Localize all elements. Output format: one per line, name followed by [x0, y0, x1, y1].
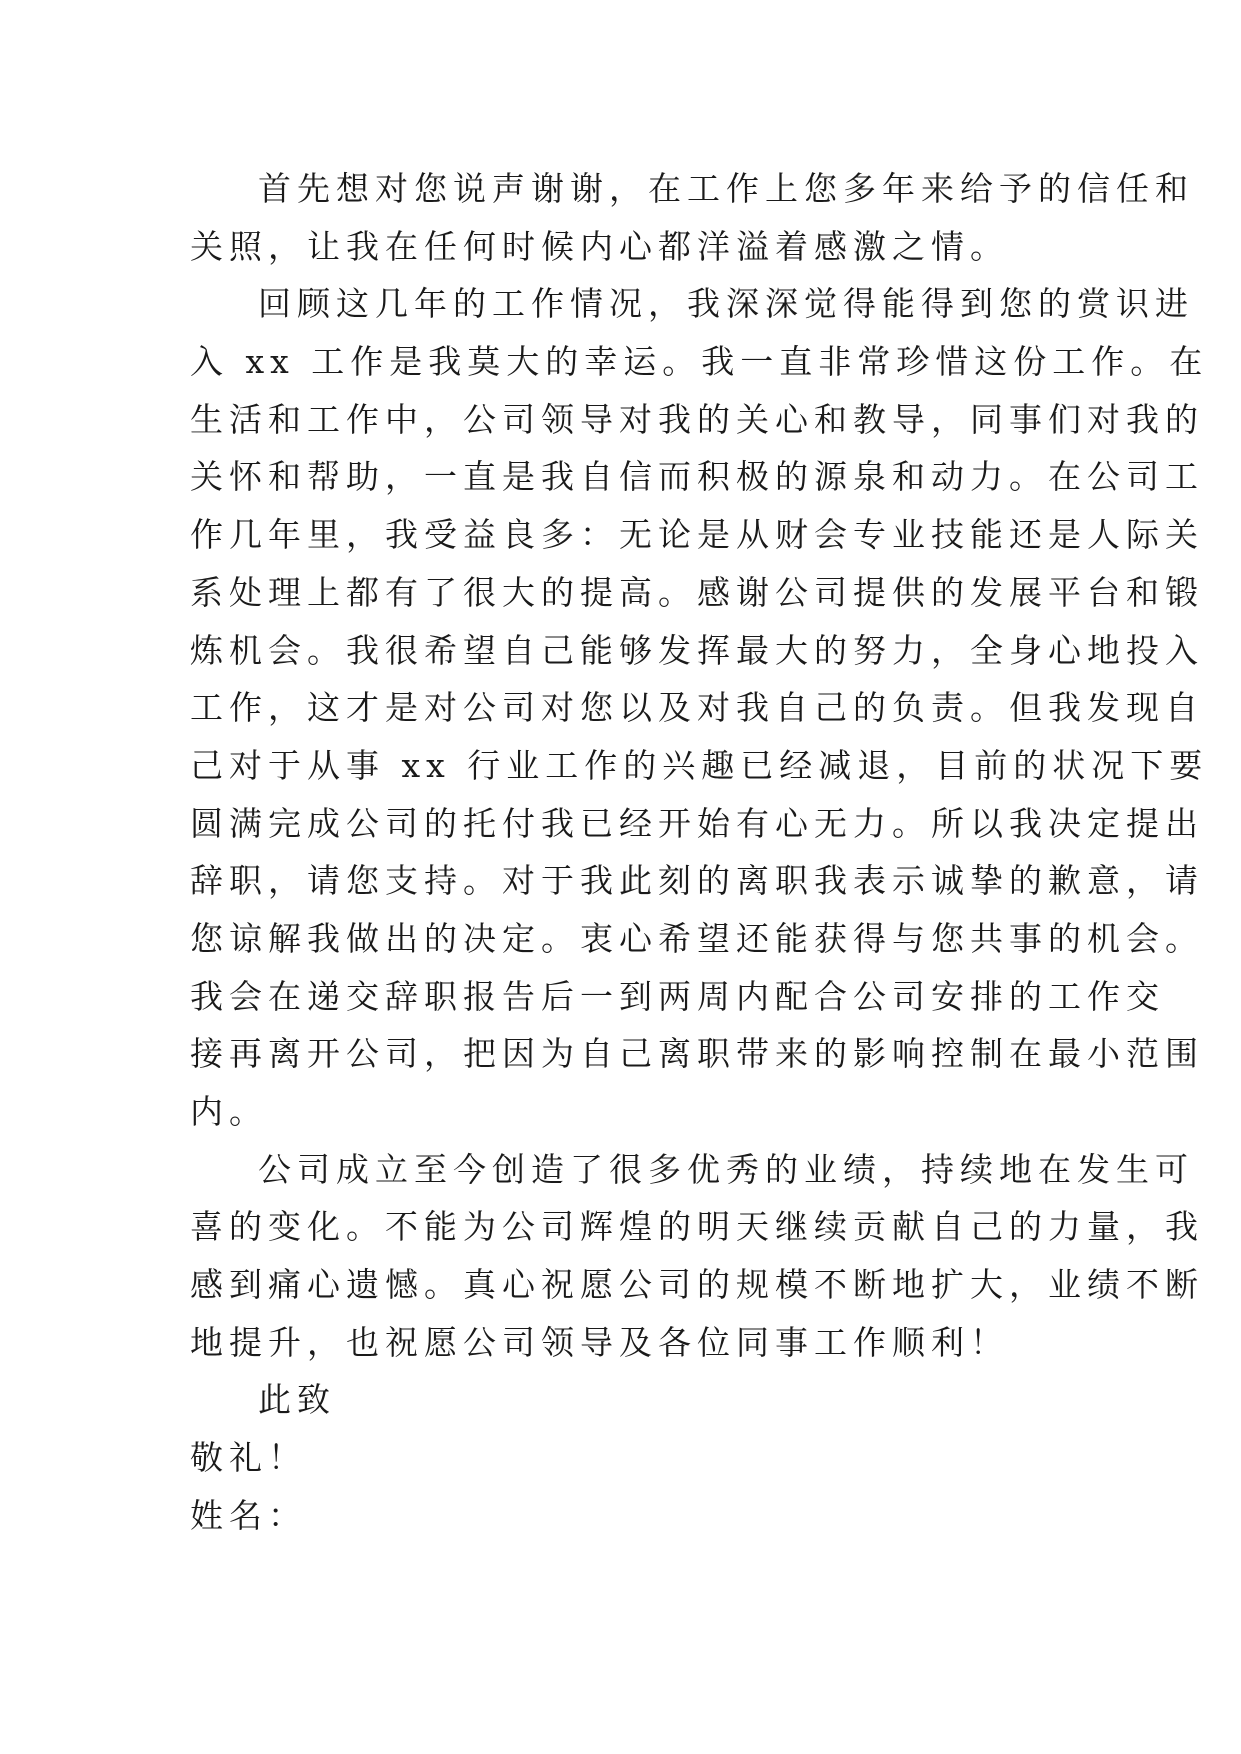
- paragraph-wishes-line-4: 地提升，也祝愿公司领导及各位同事工作顺利！: [190, 1322, 1009, 1362]
- letter-body: [190, 160, 1209, 1545]
- paragraph-review-line-13: 我会在递交辞职报告后一到两周内配合公司安排的工作交: [190, 976, 1165, 1016]
- paragraph-thanks-line-1: 首先想对您说声谢谢，在工作上您多年来给予的信任和: [258, 169, 1194, 208]
- paragraph-review-line-9: 己对于从事 xx 行业工作的兴趣已经减退，目前的状况下要: [190, 745, 1209, 785]
- paragraph-wishes-line-3: 感到痛心遗憾。真心祝愿公司的规模不断地扩大，业绩不断: [190, 1265, 1204, 1305]
- paragraph-review-line-14: 接再离开公司，把因为自己离职带来的影响控制在最小范围: [190, 1034, 1204, 1074]
- paragraph-wishes-line-2: 喜的变化。不能为公司辉煌的明天继续贡献自己的力量，我: [190, 1207, 1204, 1247]
- paragraph-review-line-10: 圆满完成公司的托付我已经开始有心无力。所以我决定提出: [190, 803, 1204, 843]
- signature-name-label: 姓名：: [190, 1495, 307, 1535]
- paragraph-review-line-2: 入 xx 工作是我莫大的幸运。我一直非常珍惜这份工作。在: [190, 342, 1209, 382]
- closing-regards: 敬礼！: [190, 1438, 307, 1478]
- paragraph-thanks-line-2: 关照，让我在任何时候内心都洋溢着感激之情。: [190, 226, 1009, 266]
- paragraph-review-line-12: 您谅解我做出的决定。衷心希望还能获得与您共事的机会。: [190, 918, 1204, 958]
- closing-salutation: 此致: [258, 1380, 336, 1420]
- paragraph-review-line-8: 工作，这才是对公司对您以及对我自己的负责。但我发现自: [190, 688, 1204, 728]
- paragraph-review-line-5: 作几年里，我受益良多：无论是从财会专业技能还是人际关: [190, 515, 1204, 555]
- paragraph-review-line-4: 关怀和帮助，一直是我自信而积极的源泉和动力。在公司工: [190, 457, 1204, 497]
- paragraph-review-line-11: 辞职，请您支持。对于我此刻的离职我表示诚挚的歉意，请: [190, 861, 1204, 901]
- paragraph-review-line-3: 生活和工作中，公司领导对我的关心和教导，同事们对我的: [190, 399, 1204, 439]
- paragraph-review-line-15: 内。: [190, 1092, 268, 1131]
- paragraph-wishes-line-1: 公司成立至今创造了很多优秀的业绩，持续地在发生可: [258, 1149, 1194, 1189]
- paragraph-review-line-7: 炼机会。我很希望自己能够发挥最大的努力，全身心地投入: [190, 630, 1204, 670]
- paragraph-review-line-1: 回顾这几年的工作情况，我深深觉得能得到您的赏识进: [258, 284, 1194, 324]
- paragraph-review-line-6: 系处理上都有了很大的提高。感谢公司提供的发展平台和锻: [190, 572, 1204, 612]
